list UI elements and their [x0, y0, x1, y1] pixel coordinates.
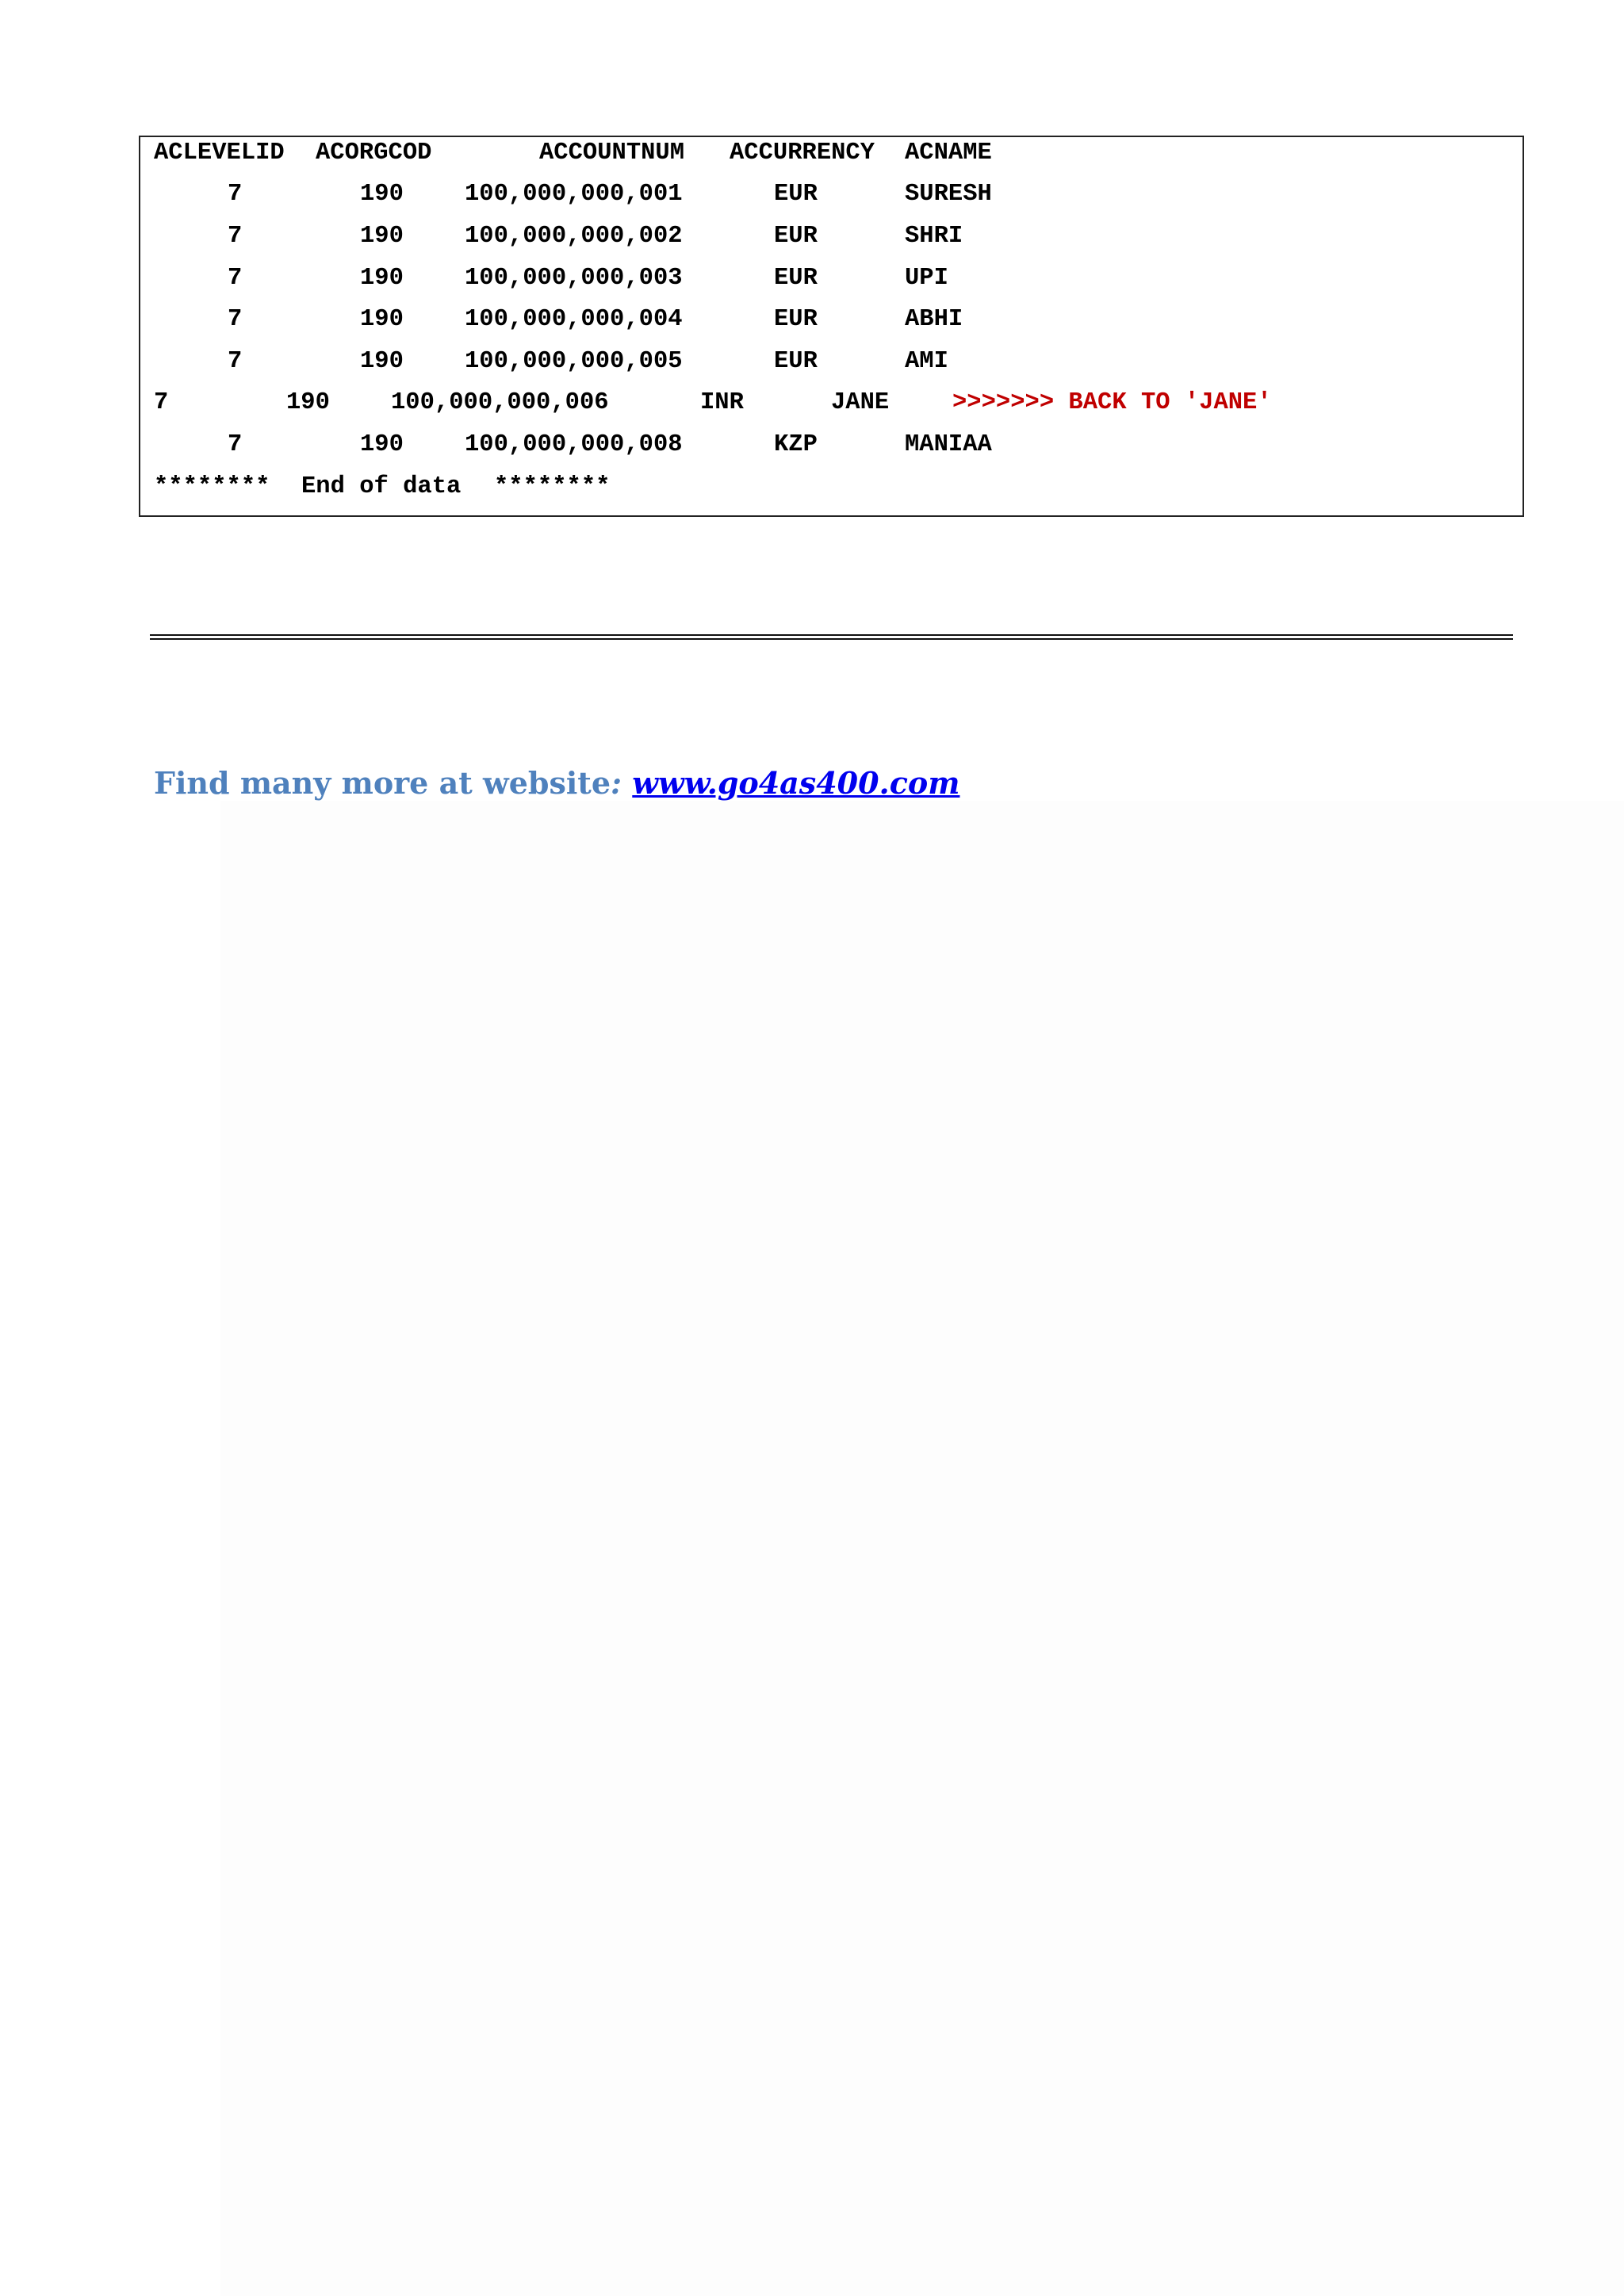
cell-level: 7 [228, 265, 243, 292]
footer-promo [154, 761, 959, 806]
table-row [140, 304, 1522, 335]
cell-name: AMI [905, 348, 948, 375]
end-stars-right: ******** [494, 473, 611, 500]
cell-account: 100,000,000,005 [465, 348, 683, 375]
cell-level: 7 [154, 389, 169, 416]
cell-currency: KZP [774, 431, 818, 458]
cell-name: ABHI [905, 306, 963, 333]
cell-name: UPI [905, 265, 948, 292]
table-row [140, 262, 1522, 294]
table-row [140, 429, 1522, 461]
cell-currency: EUR [774, 265, 818, 292]
end-stars-left: ******** [154, 473, 270, 500]
cell-currency: EUR [774, 223, 818, 250]
header-acorgcod: ACORGCOD [316, 140, 432, 166]
header-accountnum: ACCOUNTNUM [539, 140, 685, 166]
cell-org: 190 [360, 181, 404, 208]
header-aclevelid: ACLEVELID [154, 140, 285, 166]
table-row [140, 178, 1522, 210]
cell-name: JANE [831, 389, 890, 416]
cell-account: 100,000,000,008 [465, 431, 683, 458]
table-header-row [140, 137, 1522, 169]
query-result-box [139, 136, 1524, 517]
cell-level: 7 [228, 181, 243, 208]
cell-account: 100,000,000,003 [465, 265, 683, 292]
table-row-highlighted [140, 387, 1522, 419]
cell-account: 100,000,000,004 [465, 306, 683, 333]
footer-colon: : [611, 765, 633, 801]
cell-org: 190 [360, 265, 404, 292]
double-divider [150, 634, 1513, 640]
cell-level: 7 [228, 348, 243, 375]
end-of-data-text: End of data [301, 473, 462, 500]
page-background [220, 801, 1624, 2296]
cell-org: 190 [286, 389, 330, 416]
cell-level: 7 [228, 306, 243, 333]
cell-level: 7 [228, 223, 243, 250]
header-accurrency: ACCURRENCY [730, 140, 875, 166]
cell-currency: EUR [774, 348, 818, 375]
cell-level: 7 [228, 431, 243, 458]
cell-org: 190 [360, 431, 404, 458]
cell-account: 100,000,000,006 [391, 389, 609, 416]
cell-currency: INR [700, 389, 744, 416]
table-row [140, 220, 1522, 252]
table-row [140, 346, 1522, 377]
cell-org: 190 [360, 223, 404, 250]
website-link[interactable]: www.go4as400.com [632, 765, 960, 801]
cell-org: 190 [360, 306, 404, 333]
header-acname: ACNAME [905, 140, 992, 166]
cell-name: SHRI [905, 223, 963, 250]
cell-name: MANIAA [905, 431, 992, 458]
footer-text: Find many more at website [154, 765, 611, 801]
cell-account: 100,000,000,001 [465, 181, 683, 208]
cell-currency: EUR [774, 306, 818, 333]
cell-name: SURESH [905, 181, 992, 208]
back-to-jane-note: >>>>>>> BACK TO 'JANE' [952, 389, 1272, 416]
cell-currency: EUR [774, 181, 818, 208]
cell-account: 100,000,000,002 [465, 223, 683, 250]
cell-org: 190 [360, 348, 404, 375]
end-of-data-row [140, 471, 1522, 503]
